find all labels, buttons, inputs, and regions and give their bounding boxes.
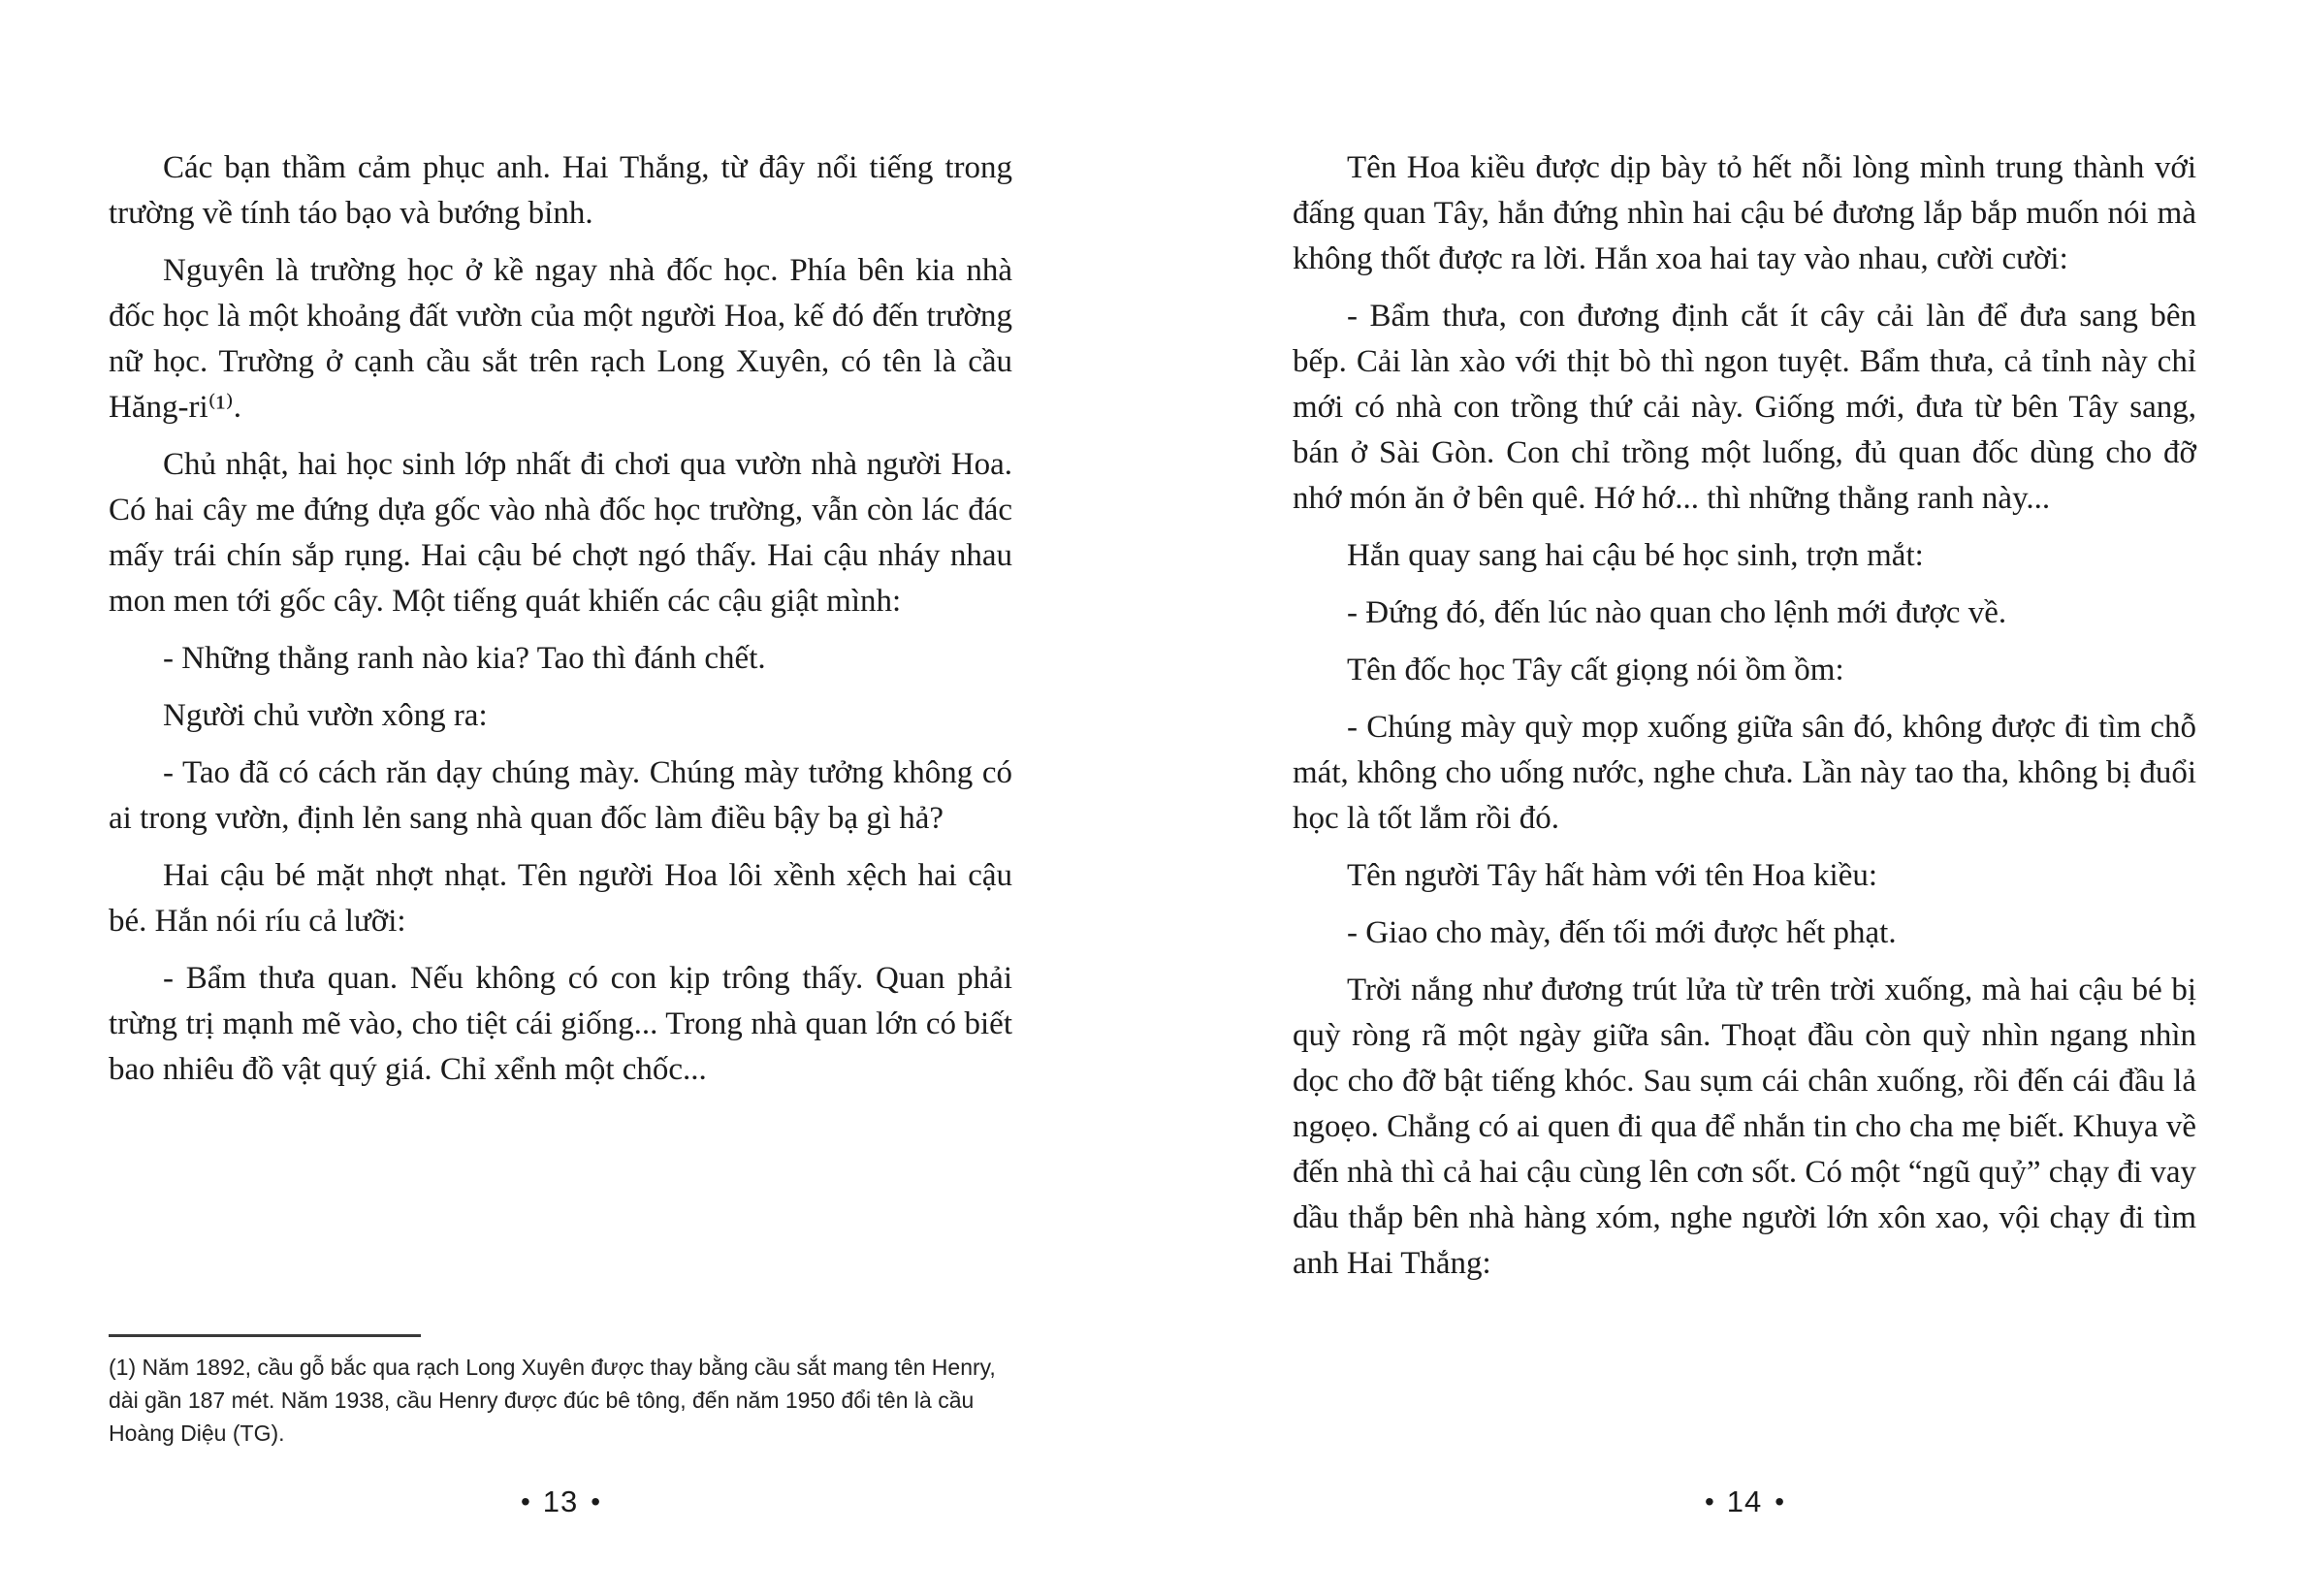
paragraph: - Bẩm thưa quan. Nếu không có con kịp trông thấy. Quan phải trừng trị mạnh mẽ vào, cho tiệt cái giống... Trong nhà quan lớn có biết bao nhiêu đồ vật quý giá. Chỉ xểnh một chốc... — [109, 961, 1012, 1087]
page-number-bullet-icon: • — [1704, 1485, 1714, 1516]
paragraph: Tên Hoa kiều được dịp bày tỏ hết nỗi lòng mình trung thành với đấng quan Tây, hắn đứng nhìn hai cậu bé đương lắp bắp muốn nói mà không thốt được ra lời. Hắn xoa hai tay vào nhau, cười cười: — [1293, 150, 2196, 276]
page-right-text — [1293, 145, 2196, 1298]
paragraph: - Bẩm thưa, con đương định cắt ít cây cải làn để đưa sang bên bếp. Cải làn xào với thịt bò thì ngon tuyệt. Bẩm thưa, cả tỉnh này chỉ mới có nhà con trồng thứ cải này. Giống mới, đưa từ bên Tây sang, bán ở Sài Gòn. Con chỉ trồng một luống, đủ quan đốc dùng cho đỡ nhớ món ăn ở bên quê. Hớ hớ... thì những thằng ranh này... — [1293, 299, 2196, 516]
page-number-bullet-icon: • — [591, 1485, 601, 1516]
footnote-area — [109, 1334, 1012, 1450]
paragraph: - Tao đã có cách răn dạy chúng mày. Chúng mày tưởng không có ai trong vườn, định lẻn sang nhà quan đốc làm điều bậy bạ gì hả? — [109, 755, 1012, 836]
page-right — [1152, 0, 2303, 1596]
paragraph: Hai cậu bé mặt nhợt nhạt. Tên người Hoa lôi xềnh xệch hai cậu bé. Hắn nói ríu cả lưỡi: — [109, 858, 1012, 939]
paragraph: Hắn quay sang hai cậu bé học sinh, trợn mắt: — [1347, 538, 1924, 573]
paragraph: Tên người Tây hất hàm với tên Hoa kiều: — [1347, 858, 1878, 893]
page-number-left — [109, 1486, 1012, 1516]
paragraph: Tên đốc học Tây cất giọng nói ồm ồm: — [1347, 653, 1844, 687]
footnote-divider — [109, 1334, 421, 1337]
page-number-bullet-icon: • — [520, 1485, 530, 1516]
paragraph: - Giao cho mày, đến tối mới được hết phạt. — [1347, 915, 1897, 950]
page-left-text — [109, 145, 1012, 1104]
paragraph: Trời nắng như đương trút lửa từ trên trời xuống, mà hai cậu bé bị quỳ ròng rã một ngày giữa sân. Thoạt đầu còn quỳ nhìn ngang nhìn dọc cho đỡ bật tiếng khóc. Sau sụm cái chân xuống, rồi đến cái đầu lả ngoẹo. Chẳng có ai quen đi qua để nhắn tin cho cha mẹ biết. Khuya về đến nhà thì cả hai cậu cùng lên cơn sốt. Có một “ngũ quỷ” chạy đi vay dầu thắp bên nhà hàng xóm, nghe người lớn xôn xao, vội chạy đi tìm anh Hai Thắng: — [1293, 973, 2196, 1281]
paragraph: Nguyên là trường học ở kề ngay nhà đốc học. Phía bên kia nhà đốc học là một khoảng đất vườn của một người Hoa, kế đó đến trường nữ học. Trường ở cạnh cầu sắt trên rạch Long Xuyên, có tên là cầu Hăng-ri⁽¹⁾. — [109, 253, 1012, 425]
footnote-text: (1) Năm 1892, cầu gỗ bắc qua rạch Long Xuyên được thay bằng cầu sắt mang tên Henry, dài gần 187 mét. Năm 1938, cầu Henry được đúc bê tông, đến năm 1950 đổi tên là cầu Hoàng Diệu (TG). — [109, 1355, 996, 1446]
page-number-bullet-icon: • — [1775, 1485, 1785, 1516]
paragraph: Chủ nhật, hai học sinh lớp nhất đi chơi qua vườn nhà người Hoa. Có hai cây me đứng dựa gốc vào nhà đốc học trường, vẫn còn lác đác mấy trái chín sắp rụng. Hai cậu bé chợt ngó thấy. Hai cậu nháy nhau mon men tới gốc cây. Một tiếng quát khiến các cậu giật mình: — [109, 447, 1012, 619]
paragraph: - Những thằng ranh nào kia? Tao thì đánh chết. — [163, 641, 766, 676]
paragraph: Các bạn thầm cảm phục anh. Hai Thắng, từ đây nổi tiếng trong trường về tính táo bạo và bướng bỉnh. — [109, 150, 1012, 231]
paragraph: - Chúng mày quỳ mọp xuống giữa sân đó, không được đi tìm chỗ mát, không cho uống nước, nghe chưa. Lần này tao tha, không bị đuổi học là tốt lắm rồi đó. — [1293, 710, 2196, 836]
paragraph: - Đứng đó, đến lúc nào quan cho lệnh mới được về. — [1347, 595, 2007, 630]
paragraph: Người chủ vườn xông ra: — [163, 698, 488, 733]
page-number-right — [1293, 1486, 2196, 1516]
page-number-value: 13 — [542, 1484, 579, 1518]
page-left — [0, 0, 1151, 1596]
page-number-value: 14 — [1726, 1484, 1763, 1518]
